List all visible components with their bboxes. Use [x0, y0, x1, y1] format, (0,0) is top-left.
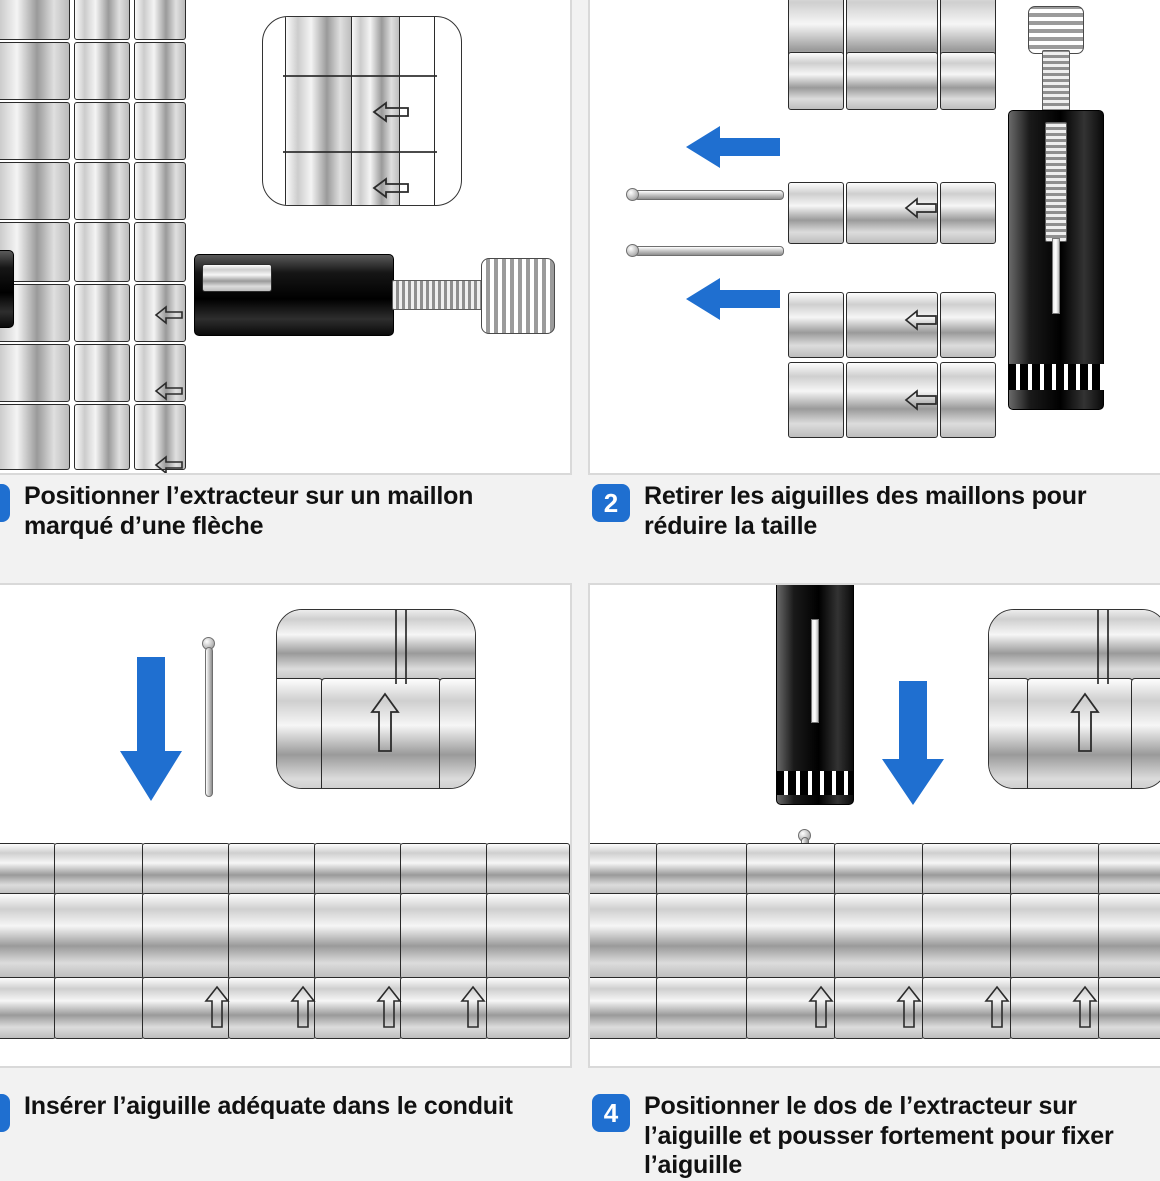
bracelet-link — [590, 977, 658, 1039]
tool-screw — [1042, 50, 1070, 116]
blue-arrow-left-icon — [684, 276, 782, 322]
bracelet-link — [0, 0, 70, 40]
bracelet-link — [746, 893, 836, 979]
zoom-callout — [276, 609, 476, 789]
engraved-arrow-up-icon — [460, 985, 486, 1029]
tool-teeth — [1008, 364, 1104, 390]
bracelet-link — [439, 678, 476, 789]
bracelet-link — [134, 102, 186, 160]
bracelet-link — [134, 162, 186, 220]
bracelet-link — [940, 182, 996, 244]
bracelet-link — [940, 292, 996, 358]
bracelet-link — [54, 893, 144, 979]
bracelet-link — [988, 678, 1029, 789]
bracelet-link — [276, 609, 476, 684]
bracelet-link — [228, 843, 316, 895]
bracelet-link — [656, 977, 748, 1039]
bracelet-link — [788, 292, 844, 358]
tool-screw — [1045, 122, 1067, 242]
bracelet-link — [0, 102, 70, 160]
zoom-callout — [262, 16, 462, 206]
bracelet-link — [846, 52, 938, 110]
bracelet-link — [0, 404, 70, 470]
bracelet-link — [74, 162, 130, 220]
tool-anvil — [202, 264, 272, 292]
step-2-caption — [592, 482, 1160, 541]
bracelet-link — [400, 893, 488, 979]
bracelet-link — [0, 162, 70, 220]
bracelet-link — [314, 893, 402, 979]
step-2-badge: 2 — [592, 484, 630, 522]
engraved-arrow-icon — [154, 380, 184, 402]
bracelet-link — [788, 182, 844, 244]
step-1-illustration — [0, 0, 572, 475]
step-4-badge: 4 — [592, 1094, 630, 1132]
engraved-arrow-up-icon — [808, 985, 834, 1029]
step-3-illustration — [0, 583, 572, 1068]
bracelet-link — [922, 843, 1012, 895]
bracelet-link — [940, 52, 996, 110]
pin — [634, 190, 784, 200]
bracelet-link — [0, 843, 56, 895]
blue-arrow-down-icon — [880, 679, 946, 807]
tool-teeth — [776, 771, 854, 795]
bracelet-link — [74, 0, 130, 40]
bracelet-link — [134, 42, 186, 100]
engraved-arrow-up-icon — [290, 985, 316, 1029]
step-3-caption — [0, 1092, 567, 1132]
link-remover-tool — [0, 250, 14, 328]
bracelet-link — [74, 42, 130, 100]
bracelet-link — [74, 404, 130, 470]
engraved-arrow-up-icon — [369, 692, 401, 754]
pin-head — [626, 188, 639, 201]
engraved-arrow-icon — [904, 308, 938, 332]
bracelet-link — [54, 977, 144, 1039]
bracelet-link — [1098, 843, 1160, 895]
bracelet-link — [0, 42, 70, 100]
bracelet-link — [134, 222, 186, 282]
step-4-caption — [592, 1092, 1160, 1181]
tool-tip — [811, 619, 819, 723]
step-4-text: Positionner le dos de l’extracteur sur l’aiguille et pousser fortement pour fixer l’aiguille — [644, 1092, 1114, 1179]
bracelet-link — [788, 52, 844, 110]
bracelet-link — [486, 843, 570, 895]
step-3-text: Insérer l’aiguille adéquate dans le conduit — [24, 1092, 513, 1120]
step-1-badge — [0, 484, 10, 522]
engraved-arrow-up-icon — [984, 985, 1010, 1029]
bracelet-link — [0, 893, 56, 979]
step-1-caption — [0, 482, 567, 541]
bracelet-link — [276, 678, 323, 789]
engraved-arrow-up-icon — [1069, 692, 1101, 754]
blue-arrow-down-icon — [118, 655, 184, 803]
bracelet-link — [142, 843, 230, 895]
pin-head — [626, 244, 639, 257]
bracelet-link — [1131, 678, 1160, 789]
bracelet-link — [656, 893, 748, 979]
bracelet-link — [0, 344, 70, 402]
engraved-arrow-icon — [904, 196, 938, 220]
bracelet-link — [74, 102, 130, 160]
step-4-illustration — [588, 583, 1160, 1068]
bracelet-link — [142, 893, 230, 979]
bracelet-link — [656, 843, 748, 895]
pin — [634, 246, 784, 256]
bracelet-link — [314, 843, 402, 895]
bracelet-link — [134, 0, 186, 40]
engraved-arrow-icon — [154, 304, 184, 326]
engraved-arrow-up-icon — [1072, 985, 1098, 1029]
bracelet-link — [788, 362, 844, 438]
engraved-arrow-icon — [371, 175, 411, 201]
bracelet-link — [0, 977, 56, 1039]
bracelet-link — [922, 893, 1012, 979]
zoom-callout — [988, 609, 1160, 789]
bracelet-link — [834, 893, 924, 979]
tool-tip — [1052, 238, 1060, 314]
bracelet-link — [74, 344, 130, 402]
step-3-badge — [0, 1094, 10, 1132]
engraved-arrow-icon — [904, 388, 938, 412]
bracelet-link — [1010, 843, 1100, 895]
bracelet-link — [486, 977, 570, 1039]
bracelet-link — [285, 16, 353, 206]
bracelet-link — [74, 284, 130, 342]
bracelet-link — [54, 843, 144, 895]
bracelet-link — [590, 893, 658, 979]
bracelet-link — [940, 362, 996, 438]
tool-knob — [481, 258, 555, 334]
bracelet-link — [988, 609, 1160, 684]
blue-arrow-left-icon — [684, 124, 782, 170]
engraved-arrow-up-icon — [896, 985, 922, 1029]
bracelet-link — [590, 843, 658, 895]
pin — [205, 647, 213, 797]
bracelet-link — [1098, 977, 1160, 1039]
bracelet-link — [486, 893, 570, 979]
bracelet-link — [834, 843, 924, 895]
bracelet-link — [74, 222, 130, 282]
step-2-illustration — [588, 0, 1160, 475]
engraved-arrow-up-icon — [204, 985, 230, 1029]
step-2-text: Retirer les aiguilles des maillons pour réduire la taille — [644, 482, 1087, 540]
bracelet-link — [228, 893, 316, 979]
engraved-arrow-icon — [371, 99, 411, 125]
step-1-text: Positionner l’extracteur sur un maillon marqué d’une flèche — [24, 482, 474, 540]
engraved-arrow-icon — [154, 454, 184, 473]
engraved-arrow-up-icon — [376, 985, 402, 1029]
tool-knob — [1028, 6, 1084, 54]
bracelet-link — [746, 843, 836, 895]
tool-screw — [392, 280, 484, 310]
bracelet-link — [1010, 893, 1100, 979]
bracelet-link — [400, 843, 488, 895]
bracelet-link — [1098, 893, 1160, 979]
